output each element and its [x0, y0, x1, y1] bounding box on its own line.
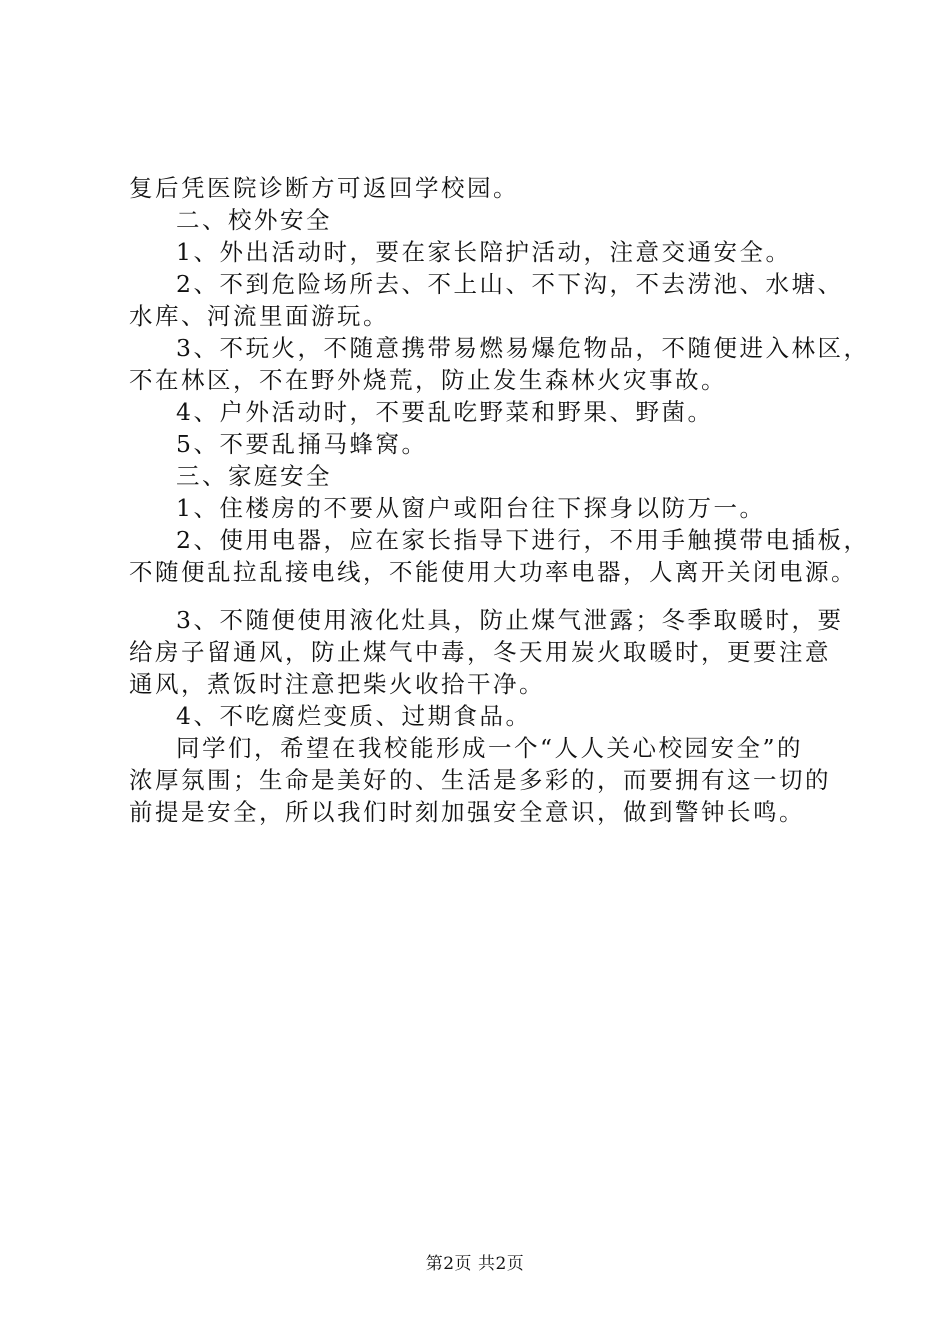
- page-number-footer: 第2页 共2页: [425, 1254, 525, 1274]
- closing-line: 浓厚氛围；生命是美好的、生活是多彩的，而要拥有这一切的: [129, 766, 831, 794]
- body-line: 水库、河流里面游玩。: [129, 302, 389, 330]
- body-line: 5、不要乱捅马蜂窝。: [176, 430, 428, 458]
- section-heading-home-safety: 三、家庭安全: [176, 462, 332, 490]
- body-line: 不随便乱拉乱接电线，不能使用大功率电器，人离开关闭电源。: [129, 558, 857, 586]
- body-line: 不在林区，不在野外烧荒，防止发生森林火灾事故。: [129, 366, 727, 394]
- body-line: 3、不玩火，不随意携带易燃易爆危物品，不随便进入林区，: [176, 334, 870, 362]
- body-line: 4、户外活动时，不要乱吃野菜和野果、野菌。: [176, 398, 714, 426]
- section-heading-off-campus-safety: 二、校外安全: [176, 206, 332, 234]
- body-line: 通风，煮饭时注意把柴火收拾干净。: [129, 670, 545, 698]
- body-line: 复后凭医院诊断方可返回学校园。: [129, 174, 519, 202]
- body-line: 3、不随便使用液化灶具，防止煤气泄露；冬季取暖时，要: [176, 606, 844, 634]
- body-line: 2、使用电器，应在家长指导下进行，不用手触摸带电插板，: [176, 526, 870, 554]
- closing-line: 同学们，希望在我校能形成一个“人人关心校园安全”的: [176, 734, 804, 762]
- body-line: 4、不吃腐烂变质、过期食品。: [176, 702, 532, 730]
- closing-line: 前提是安全，所以我们时刻加强安全意识，做到警钟长鸣。: [129, 798, 805, 826]
- body-line: 1、住楼房的不要从窗户或阳台往下探身以防万一。: [176, 494, 766, 522]
- body-line: 给房子留通风，防止煤气中毒，冬天用炭火取暖时，更要注意: [129, 638, 831, 666]
- body-line: 2、不到危险场所去、不上山、不下沟，不去涝池、水塘、: [176, 270, 844, 298]
- body-line: 1、外出活动时，要在家长陪护活动，注意交通安全。: [176, 238, 792, 266]
